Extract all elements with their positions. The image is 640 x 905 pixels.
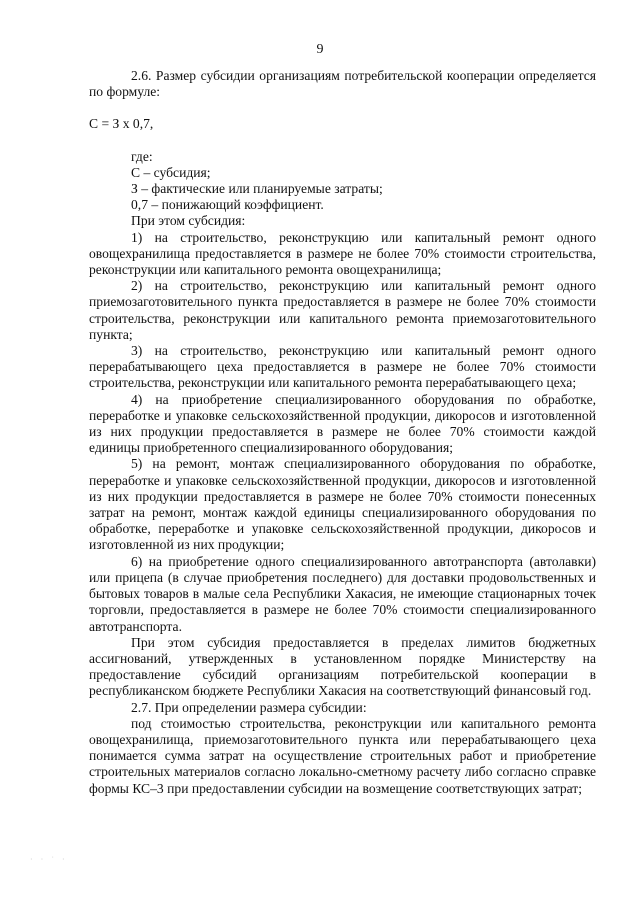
- formula-where: где:: [131, 148, 153, 164]
- paragraph-budget-limits: При этом субсидия предоставляется в пределах лимитов бюджетных ассигнований, утвержденных в установленном порядке Министерству на предоставление субсидий организациям потребительской кооперации в республиканском бюджете Республики Хакасия на соответствующий финансовый год.: [89, 634, 596, 699]
- document-body: [89, 68, 596, 797]
- definition-costs: З – фактические или планируемые затраты;: [131, 181, 383, 197]
- subsidy-formula: С = З х 0,7,: [89, 116, 154, 132]
- scan-noise: · · ˙ ·: [30, 855, 68, 864]
- list-item: 2) на строительство, реконструкцию или капитальный ремонт одного приемозаготовительного пункта предоставляется в размере не более 70% стоимости строительства, реконструкции или капитального ремонта приемозаготовительного пункта;: [89, 278, 596, 342]
- paragraph-2-7-heading: 2.7. При определении размера субсидии:: [131, 699, 367, 715]
- paragraph-2-7-text: под стоимостью строительства, реконструкции или капитального ремонта овощехранилища, приемозаготовительного пункта или перерабатывающего цеха понимается сумма затрат на осуществление строительных работ и приобретение строительных материалов согласно локально-сметному расчету либо согласно справке формы КС–3 при предоставлении субсидии на возмещение соответствующих затрат;: [89, 715, 596, 796]
- paragraph-2-6: 2.6. Размер субсидии организациям потребительской кооперации определяется по формуле:: [89, 68, 596, 100]
- list-item: 1) на строительство, реконструкцию или капитальный ремонт одного овощехранилища предоставляется в размере не более 70% стоимости строительства, реконструкции или капитального ремонта овощехранилища;: [89, 229, 596, 278]
- list-item: 5) на ремонт, монтаж специализированного оборудования по обработке, переработке и упаковке сельскохозяйственной продукции, дикоросов и изготовленной из них продукции предоставляется в размере не более 70% стоимости понесенных затрат на ремонт, монтаж каждой единицы специализированного оборудования по обработке, переработке и упаковке сельскохозяйственной продукции, дикоросов и изготовленной из них продукции;: [89, 456, 596, 553]
- subsidy-intro: При этом субсидия:: [131, 213, 246, 229]
- definition-coefficient: 0,7 – понижающий коэффициент.: [131, 197, 324, 213]
- list-item: 4) на приобретение специализированного оборудования по обработке, переработке и упаковке сельскохозяйственной продукции, дикоросов и изготовленной из них продукции предоставляется в размере не более 70% стоимости каждой единицы приобретенного специализированного оборудования;: [89, 391, 596, 456]
- page-number: 9: [316, 42, 324, 57]
- list-item: 6) на приобретение одного специализированного автотранспорта (автолавки) или прицепа (в случае приобретения последнего) для доставки продовольственных и бытовых товаров в малые села Республики Хакасия, не имеющие стационарных точек торговли, предоставляется в размере не более 70% стоимости специализированного автотранспорта.: [89, 553, 596, 634]
- list-item: 3) на строительство, реконструкцию или капитальный ремонт одного перерабатывающего цеха предоставляется в размере не более 70% стоимости строительства, реконструкции или капитального ремонта перерабатывающего цеха;: [89, 343, 596, 391]
- definition-subsidy: С – субсидия;: [131, 164, 211, 180]
